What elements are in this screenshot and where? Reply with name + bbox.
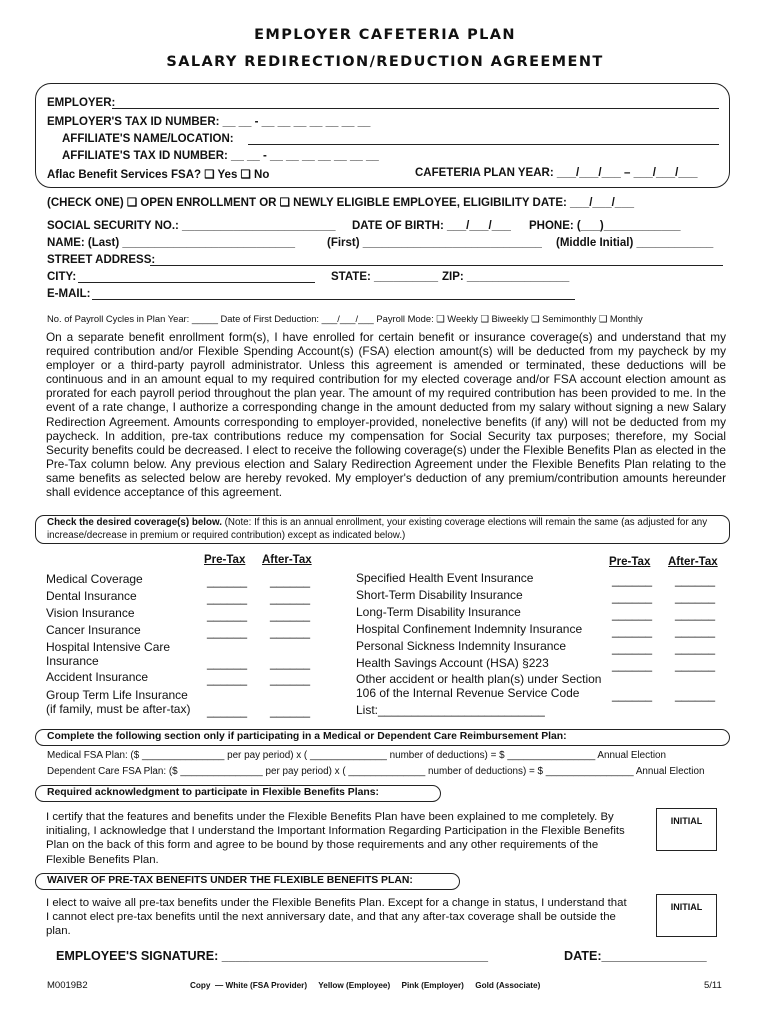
col-pretax-right: Pre-Tax	[609, 556, 651, 568]
coverage-instructions	[47, 516, 727, 542]
pretax-blank[interactable]: ______	[612, 624, 653, 638]
coverage-hospital-icu: Hospital Intensive Care	[46, 640, 171, 654]
col-pretax-left: Pre-Tax	[204, 554, 246, 566]
coverage-hospital-icu-cont: Insurance	[46, 654, 99, 668]
form-code: M0019B2	[47, 980, 88, 991]
acknowledgment-text: I certify that the features and benefits under the Flexible Benefits Plan have been explained to me completely. By initialing, I acknowledge that I understand the Important Information Regarding Participation in the Flexible Benefits Plan on the back of this form and agree to be bound by those requirements and any other requirements of the Flexible Benefits Plan.	[46, 811, 625, 866]
coverage-group-term-life-note: (if family, must be after-tax)	[46, 702, 191, 716]
form-title-line1: EMPLOYER CAFETERIA PLAN	[254, 27, 516, 43]
pretax-blank[interactable]: ______	[612, 607, 653, 621]
aftertax-blank[interactable]: ______	[675, 658, 716, 672]
dependent-care-fsa-line[interactable]: Dependent Care FSA Plan: ($ _______________ per pay period) x ( ______________ number of deductions) = $ ________________ Annual Election	[47, 766, 705, 777]
acknowledgment-initial-box[interactable]: INITIAL	[656, 808, 717, 851]
aftertax-blank[interactable]: ______	[270, 591, 311, 605]
city-label: CITY:	[47, 271, 77, 283]
cafeteria-plan-year[interactable]: CAFETERIA PLAN YEAR: ___/___/___ – ___/___/___	[415, 167, 698, 179]
aftertax-blank[interactable]: ______	[675, 624, 716, 638]
coverage-cancer: Cancer Insurance	[46, 623, 141, 637]
coverage-vision: Vision Insurance	[46, 606, 135, 620]
employer-label: EMPLOYER:	[47, 97, 116, 109]
aftertax-blank[interactable]: ______	[270, 704, 311, 718]
waiver-initial-box[interactable]: INITIAL	[656, 894, 717, 937]
coverage-medical: Medical Coverage	[46, 572, 143, 586]
aftertax-blank[interactable]: ______	[675, 688, 716, 702]
medical-fsa-line[interactable]: Medical FSA Plan: ($ _______________ per pay period) x ( ______________ number of deductions) = $ ________________ Annual Election	[47, 750, 667, 761]
pretax-blank[interactable]: ______	[612, 590, 653, 604]
aftertax-blank[interactable]: ______	[270, 625, 311, 639]
coverage-instructions-note: (Note: If this is an annual enrollment, your existing coverage elections will remain the same (as adjusted for any increase/decrease in premium or required contribution) except as indicated below.)	[47, 517, 708, 541]
employee-signature-field[interactable]: EMPLOYEE'S SIGNATURE: ______________________________________	[56, 949, 488, 963]
payroll-info[interactable]: No. of Payroll Cycles in Plan Year: _____ Date of First Deduction: ___/___/___ Payroll Mode: ❑ Weekly ❑ Biweekly ❑ Semimonthly ❑ Monthly	[47, 313, 643, 324]
coverage-short-term-disability: Short-Term Disability Insurance	[356, 588, 523, 602]
signature-date-field[interactable]: DATE:_______________	[564, 949, 707, 963]
street-address-field[interactable]	[150, 265, 723, 266]
aftertax-blank[interactable]: ______	[675, 607, 716, 621]
coverage-accident: Accident Insurance	[46, 670, 149, 684]
city-field[interactable]	[78, 282, 315, 283]
employer-field[interactable]	[112, 108, 719, 109]
acknowledgment-heading: Required acknowledgment to participate in Flexible Benefits Plans:	[47, 787, 379, 798]
coverage-long-term-disability: Long-Term Disability Insurance	[356, 605, 521, 619]
coverage-specified-health-event: Specified Health Event Insurance	[356, 571, 534, 585]
form-title-line2: SALARY REDIRECTION/REDUCTION AGREEMENT	[166, 54, 604, 70]
aftertax-blank[interactable]: ______	[675, 573, 716, 587]
aftertax-blank[interactable]: ______	[270, 656, 311, 670]
copy-distribution: Copy — White (FSA Provider) Yellow (Employee) Pink (Employer) Gold (Associate)	[190, 981, 541, 990]
zip-field[interactable]: ZIP: ________________	[442, 271, 570, 283]
coverage-other-plans: Other accident or health plan(s) under Section	[356, 672, 602, 686]
aftertax-blank[interactable]: ______	[675, 641, 716, 655]
waiver-heading: WAIVER OF PRE-TAX BENEFITS UNDER THE FLEXIBLE BENEFITS PLAN:	[47, 875, 413, 886]
coverage-instructions-bold: Check the desired coverage(s) below.	[47, 517, 222, 528]
street-address-label: STREET ADDRESS:	[47, 254, 156, 266]
coverage-group-term-life: Group Term Life Insurance	[46, 688, 188, 702]
aftertax-blank[interactable]: ______	[675, 590, 716, 604]
waiver-text: I elect to waive all pre-tax benefits under the Flexible Benefits Plan. Except for a change in status, I understand that I cannot elect pre-tax benefits until the next anniversary date, and that any after-tax coverage shall be outside the plan.	[46, 897, 627, 938]
pretax-blank[interactable]: ______	[207, 574, 248, 588]
affiliate-tax-id[interactable]: AFFILIATE'S TAX ID NUMBER: __ __ - __ __ __ __ __ __ __	[62, 150, 379, 162]
pretax-blank[interactable]: ______	[207, 608, 248, 622]
pretax-blank[interactable]: ______	[612, 688, 653, 702]
coverage-hsa: Health Savings Account (HSA) §223	[356, 656, 549, 670]
coverage-personal-sickness: Personal Sickness Indemnity Insurance	[356, 639, 567, 653]
fsa-section-heading: Complete the following section only if participating in a Medical or Dependent Care Reimbursement Plan:	[47, 731, 567, 742]
aflac-fsa-question[interactable]: Aflac Benefit Services FSA? ❑ Yes ❑ No	[47, 169, 270, 181]
pretax-blank[interactable]: ______	[207, 625, 248, 639]
aftertax-blank[interactable]: ______	[270, 574, 311, 588]
last-name-field[interactable]: NAME: (Last) ___________________________	[47, 237, 296, 249]
phone-field[interactable]: PHONE: (___)____________	[529, 220, 681, 232]
pretax-blank[interactable]: ______	[207, 591, 248, 605]
coverage-other-plans-cont: 106 of the Internal Revenue Service Code	[356, 686, 580, 700]
affiliate-name-label: AFFILIATE'S NAME/LOCATION:	[62, 133, 234, 145]
form-version: 5/11	[704, 980, 722, 991]
aftertax-blank[interactable]: ______	[270, 608, 311, 622]
pretax-blank[interactable]: ______	[207, 656, 248, 670]
coverage-dental: Dental Insurance	[46, 589, 137, 603]
affiliate-name-field[interactable]	[248, 144, 719, 145]
ssn-field[interactable]: SOCIAL SECURITY NO.: ________________________	[47, 220, 336, 232]
email-field[interactable]	[92, 299, 575, 300]
enrollment-type[interactable]: (CHECK ONE) ❑ OPEN ENROLLMENT OR ❑ NEWLY ELIGIBLE EMPLOYEE, ELIGIBILITY DATE: ___/___/___	[47, 197, 634, 209]
coverage-other-list[interactable]: List:_________________________	[356, 703, 545, 717]
employer-tax-id[interactable]: EMPLOYER'S TAX ID NUMBER: __ __ - __ __ __ __ __ __ __	[47, 116, 371, 128]
col-aftertax-right: After-Tax	[668, 556, 718, 568]
col-aftertax-left: After-Tax	[262, 554, 312, 566]
pretax-blank[interactable]: ______	[612, 641, 653, 655]
pretax-blank[interactable]: ______	[612, 573, 653, 587]
pretax-blank[interactable]: ______	[207, 672, 248, 686]
first-name-field[interactable]: (First) ____________________________	[327, 237, 542, 249]
state-field[interactable]: STATE: __________	[331, 271, 438, 283]
agreement-paragraph: On a separate benefit enrollment form(s), I have enrolled for certain benefit or insurance coverage(s) and understand that my required contribution and/or Flexible Spending Account(s) (FSA) election amount(s) will be deducted from my paycheck by my employer or a third-party payroll administrator. Unless this agreement is amended or terminated, these deductions will be continuous and in an amount equal to my required contribution for my elected coverage and/or FSA account election amount as prorated for each payroll period throughout the plan year. The amount of my required contribution has been provided to me. In the event of a rate change, I authorize a corresponding change in the amount deducted from my salary without signing a new Salary Redirection Agreement. Amounts corresponding to employer-provided, nonelective benefits (if any) will not be deducted from my paycheck. In addition, pre-tax contributions reduce my compensation for Social Security tax purposes; therefore, my Social Security benefits could be decreased. I elect to receive the following coverage(s) under the Flexible Benefits Plan as elected in the Pre-Tax column below. Any previous election and Salary Redirection Agreement under the Flexible Benefits Plan relating to the same benefits as selected below are hereby revoked. My employer's deduction of any premium/contribution amounts hereunder shall evidence acceptance of this agreement.	[46, 330, 726, 500]
aftertax-blank[interactable]: ______	[270, 672, 311, 686]
email-label: E-MAIL:	[47, 288, 91, 300]
pretax-blank[interactable]: ______	[612, 658, 653, 672]
coverage-hospital-confinement: Hospital Confinement Indemnity Insurance	[356, 622, 583, 636]
pretax-blank[interactable]: ______	[207, 704, 248, 718]
middle-initial-field[interactable]: (Middle Initial) ____________	[556, 237, 714, 249]
dob-field[interactable]: DATE OF BIRTH: ___/___/___	[352, 220, 511, 232]
